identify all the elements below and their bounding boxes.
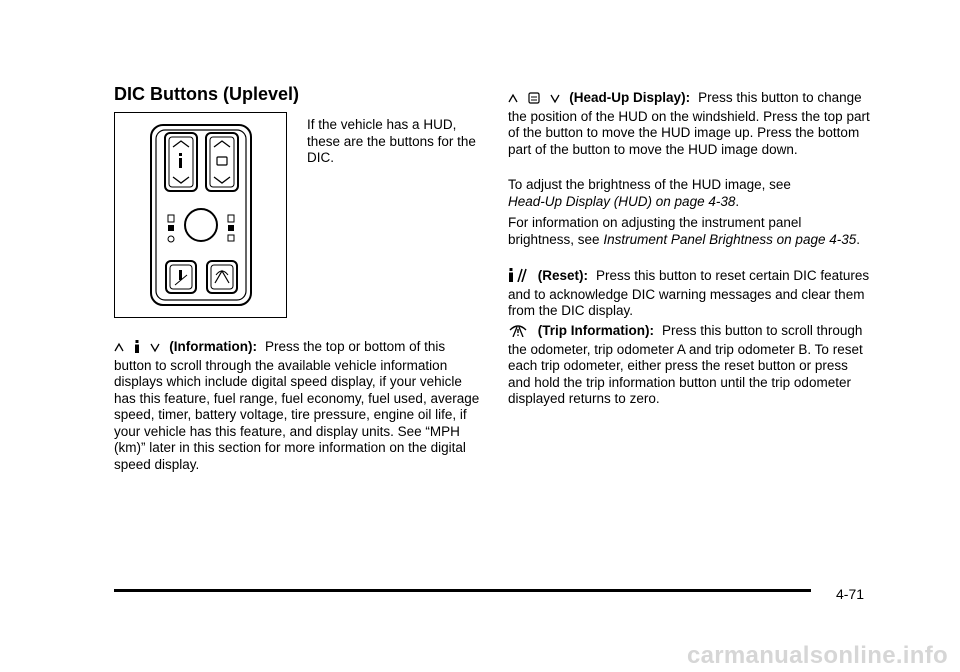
- information-term: (Information):: [169, 339, 258, 354]
- information-body: Press the top or bottom of this button to scroll through the available vehicle information displays which include digital speed display, if your vehicle has this feature, fuel range, fuel economy, fuel used, average speed, timer, battery voltage, tire pressure, engine oil life, if your vehicle has this feature, and display units. See “MPH (km)” later in this section for more information on the digital speed display.: [114, 339, 480, 472]
- hud-icon: [528, 92, 540, 109]
- hud-brightness-end: .: [735, 193, 740, 209]
- trip-body: Press this button to scroll through the odometer, trip odometer A and trip odometer B. To reset each trip odometer, either press the reset button or press and hold the trip information button until the trip odometer displayed returns to zero.: [508, 323, 863, 406]
- hud-brightness-text: To adjust the brightness of the HUD image, see: [508, 177, 791, 192]
- trip-icon: [508, 324, 528, 342]
- panel-brightness-end: .: [856, 231, 861, 247]
- trip-button-paragraph: [508, 323, 870, 408]
- hud-brightness-reference[interactable]: Head-Up Display (HUD) on page 4-38: [508, 193, 736, 209]
- panel-brightness-text: For information on adjusting the instrument panel brightness, see: [508, 215, 802, 247]
- panel-brightness-paragraph: [508, 215, 870, 248]
- info-icon: [134, 340, 140, 358]
- hud-term: (Head-Up Display):: [569, 90, 691, 105]
- panel-brightness-reference[interactable]: Instrument Panel Brightness on page 4-35: [603, 231, 857, 247]
- reset-button-paragraph: [508, 268, 870, 320]
- trip-term: (Trip Information):: [537, 323, 654, 338]
- reset-body: Press this button to reset certain DIC features and to acknowledge DIC warning messages and clear them from the DIC display.: [508, 268, 870, 318]
- figure-caption: If the vehicle has a HUD, these are the buttons for the DIC.: [307, 117, 476, 165]
- dic-buttons-figure: [114, 112, 287, 318]
- footer-rule: [114, 589, 811, 592]
- chevron-up-icon: [508, 92, 518, 109]
- hud-body: Press this button to change the position of the HUD on the windshield. Press the top part of the button to move the HUD image up. Press the bottom part of the button to move the HUD image down.: [508, 90, 870, 157]
- reset-icon: [508, 268, 528, 287]
- watermark: carmanualsonline.info: [686, 642, 948, 669]
- page-number: 4-71: [836, 586, 865, 602]
- chevron-down-icon: [550, 92, 560, 109]
- information-button-paragraph: [114, 339, 484, 473]
- hud-button-paragraph: [508, 90, 870, 158]
- reset-term: (Reset):: [537, 268, 589, 283]
- chevron-up-icon: [114, 341, 124, 358]
- section-title: DIC Buttons (Uplevel): [114, 84, 300, 104]
- dic-buttons-illustration: [115, 113, 285, 316]
- hud-brightness-paragraph: [508, 177, 870, 210]
- chevron-down-icon: [150, 341, 160, 358]
